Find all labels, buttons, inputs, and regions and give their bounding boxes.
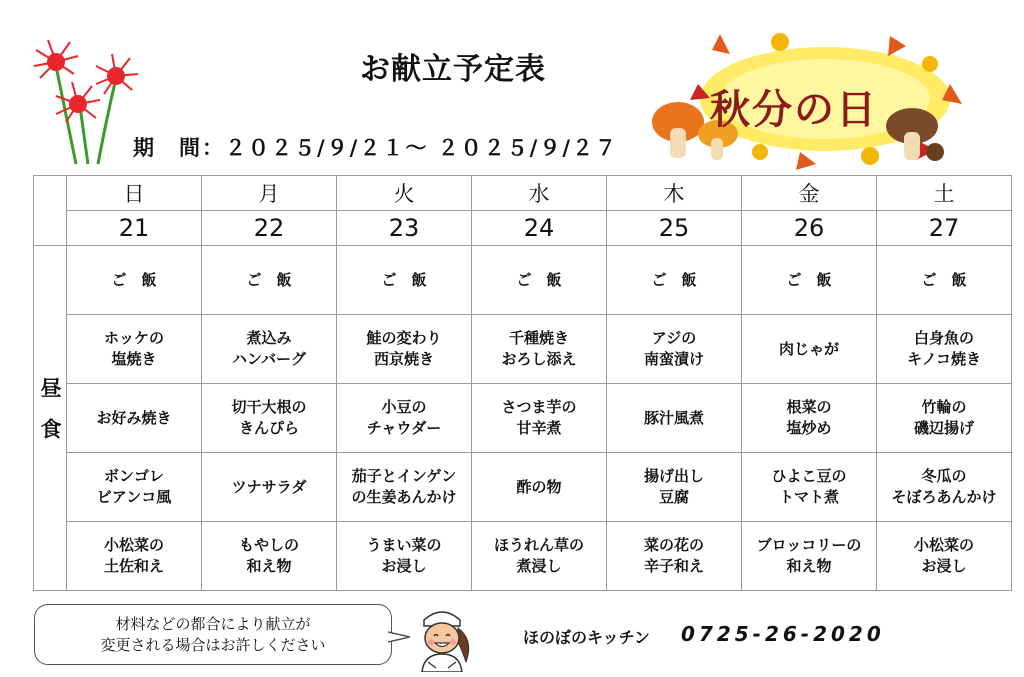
dish-cell: 鮭の変わり 西京焼き (337, 315, 472, 384)
dish-cell: 豚汁風煮 (607, 384, 742, 453)
dish-cell: 根菜の 塩炒め (742, 384, 877, 453)
dish-cell: ご 飯 (742, 246, 877, 315)
dish-cell: ご 飯 (472, 246, 607, 315)
dish-cell: 酢の物 (472, 453, 607, 522)
dish-cell: ボンゴレ ビアンコ風 (67, 453, 202, 522)
dish-cell: 茄子とインゲン の生姜あんかけ (337, 453, 472, 522)
lunch-label: 昼食 (34, 246, 67, 591)
dish-cell: ご 飯 (607, 246, 742, 315)
menu-table (33, 175, 1012, 591)
dish-cell: 小松菜の 土佐和え (67, 522, 202, 591)
weekday-cell: 火 (337, 176, 472, 211)
shop-name: ほのぼのキッチン (523, 628, 650, 647)
weekday-cell: 木 (607, 176, 742, 211)
weekday-row (34, 176, 1012, 211)
dish-cell: 竹輪の 磯辺揚げ (877, 384, 1012, 453)
dish-cell: 冬瓜の そぼろあんかけ (877, 453, 1012, 522)
date-row (34, 211, 1012, 246)
dish-cell: ブロッコリーの 和え物 (742, 522, 877, 591)
dish-cell: ツナサラダ (202, 453, 337, 522)
date-cell: 26 (742, 211, 877, 246)
date-cell: 21 (67, 211, 202, 246)
date-cell: 25 (607, 211, 742, 246)
page-title: お献立予定表 (360, 52, 546, 87)
weekday-cell: 水 (472, 176, 607, 211)
dish-cell: ほうれん草の 煮浸し (472, 522, 607, 591)
speech-bubble-tail-icon (388, 630, 410, 644)
dish-cell: 切干大根の きんぴら (202, 384, 337, 453)
dish-cell: 揚げ出し 豆腐 (607, 453, 742, 522)
dish-cell: 千種焼き おろし添え (472, 315, 607, 384)
notice-line-2: 変更される場合はお許しください (100, 635, 326, 654)
weekday-cell: 金 (742, 176, 877, 211)
dish-cell: 菜の花の 辛子和え (607, 522, 742, 591)
dish-cell: 煮込み ハンバーグ (202, 315, 337, 384)
dish-cell: アジの 南蛮漬け (607, 315, 742, 384)
phone-number: 0725-26-2020 (681, 622, 885, 646)
dish-cell: うまい菜の お浸し (337, 522, 472, 591)
dish-cell: さつま芋の 甘辛煮 (472, 384, 607, 453)
dish-cell: ご 飯 (877, 246, 1012, 315)
menu-row (34, 246, 1012, 315)
autumn-equinox-badge: 秋分の日 (710, 86, 878, 133)
dish-cell: ご 飯 (67, 246, 202, 315)
dish-cell: ご 飯 (202, 246, 337, 315)
menu-row (34, 384, 1012, 453)
date-cell: 27 (877, 211, 1012, 246)
weekday-cell: 土 (877, 176, 1012, 211)
weekday-cell: 日 (67, 176, 202, 211)
cook-character-icon (408, 606, 476, 672)
menu-row (34, 522, 1012, 591)
dish-cell: お好み焼き (67, 384, 202, 453)
period-range: 期 間：２０２５/９/２１～ ２０２５/９/２７ (133, 136, 618, 160)
dish-cell: 白身魚の キノコ焼き (877, 315, 1012, 384)
notice-line-1: 材料などの都合により献立が (115, 614, 311, 633)
menu-row (34, 453, 1012, 522)
dish-cell: 小松菜の お浸し (877, 522, 1012, 591)
menu-row (34, 315, 1012, 384)
dish-cell: ホッケの 塩焼き (67, 315, 202, 384)
date-cell: 24 (472, 211, 607, 246)
notice-speech-bubble (34, 604, 392, 665)
dish-cell: もやしの 和え物 (202, 522, 337, 591)
dish-cell: 肉じゃが (742, 315, 877, 384)
dish-cell: ひよこ豆の トマト煮 (742, 453, 877, 522)
dish-cell: ご 飯 (337, 246, 472, 315)
dish-cell: 小豆の チャウダー (337, 384, 472, 453)
weekday-cell: 月 (202, 176, 337, 211)
date-cell: 23 (337, 211, 472, 246)
header-corner-cell (34, 176, 67, 246)
date-cell: 22 (202, 211, 337, 246)
